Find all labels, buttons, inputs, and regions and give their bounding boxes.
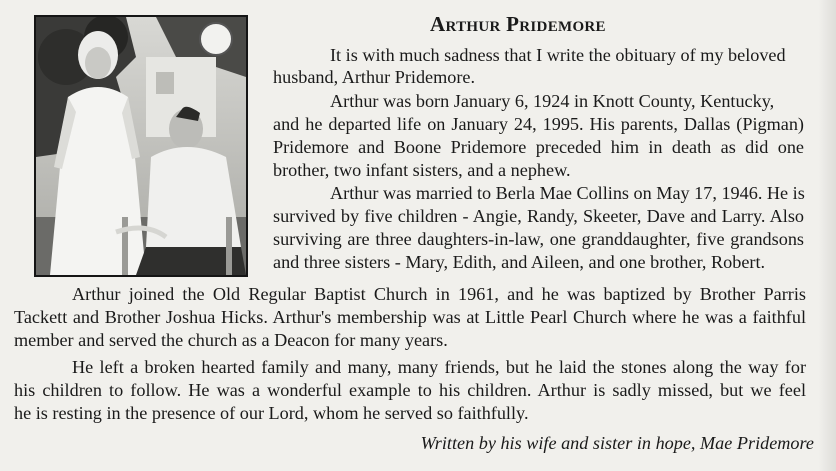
- text-line: Tackett and Brother Joshua Hicks. Arthur's membership was at Little Pearl Church where he was a faithful: [14, 307, 806, 327]
- text-line: survived by five children - Angie, Randy, Skeeter, Dave and Larry. Also: [273, 206, 804, 226]
- text-line: he is resting in the presence of our Lord, whom he served so faithfully.: [14, 403, 529, 423]
- text-line: Arthur joined the Old Regular Baptist Church in 1961, and he was baptized by Brother Parris: [72, 284, 806, 304]
- text-line: husband, Arthur Pridemore.: [273, 67, 476, 87]
- text-line: He left a broken hearted family and many, many friends, but he laid the stones along the way for: [72, 357, 806, 377]
- page-edge-shadow: [818, 0, 836, 471]
- text-line: It is with much sadness that I write the obituary of my beloved: [330, 45, 786, 65]
- text-line: and three sisters - Mary, Edith, and Aileen, and one brother, Robert.: [273, 252, 766, 272]
- text-line: his children to follow. He was a wonderful example to his children. Arthur is sadly missed, but we feel: [14, 380, 806, 400]
- obituary-title: Arthur Pridemore: [430, 12, 606, 36]
- text-line: member and served the church as a Deacon for many years.: [14, 330, 448, 350]
- text-line: Pridemore and Boone Pridemore preceded him in death as did one: [273, 137, 804, 157]
- text-line: brother, two infant sisters, and a nephew.: [273, 160, 571, 180]
- text-line: surviving are three daughters-in-law, one granddaughter, five grandsons: [273, 229, 804, 249]
- text-line: Arthur was born January 6, 1924 in Knott County, Kentucky,: [330, 91, 775, 111]
- text-line: Arthur was married to Berla Mae Collins on May 17, 1946. He is: [330, 183, 805, 203]
- couple-photo: [34, 15, 248, 277]
- text-line: and he departed life on January 24, 1995. His parents, Dallas (Pigman): [273, 114, 804, 134]
- photo-image: [36, 17, 246, 275]
- signature: Written by his wife and sister in hope, Mae Pridemore: [420, 433, 814, 453]
